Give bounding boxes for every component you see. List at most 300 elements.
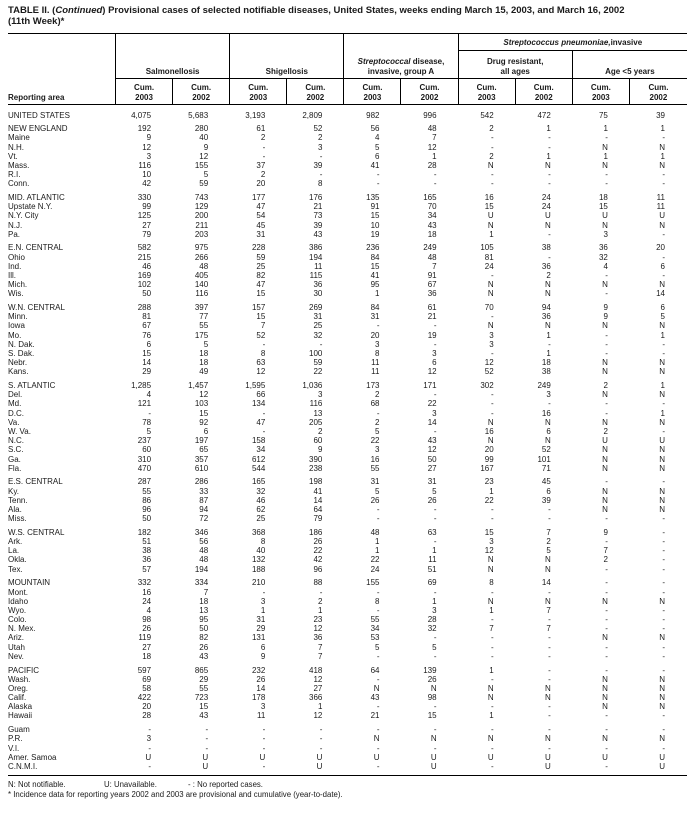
value-cell: - — [662, 271, 665, 280]
reporting-area-cell: Ariz. — [8, 633, 24, 643]
value-cell: N — [659, 463, 665, 473]
value-cell: - — [662, 642, 665, 652]
value-cell: 7 — [432, 261, 437, 271]
value-cell: 14 — [313, 495, 323, 505]
value-cell: 286 — [194, 477, 209, 487]
reporting-area-cell: S.C. — [8, 445, 24, 455]
value-cell: - — [548, 633, 551, 643]
value-cell: N — [602, 495, 608, 505]
value-cell: 21 — [427, 312, 437, 322]
value-cell: 70 — [427, 202, 437, 212]
value-cell: - — [262, 761, 266, 771]
value-cell: - — [662, 399, 665, 409]
value-cell: - — [491, 179, 494, 189]
value-cell: 131 — [251, 633, 266, 643]
value-cell: 50 — [142, 289, 152, 299]
reporting-area-cell: Mont. — [8, 587, 29, 597]
value-cell: 26 — [256, 674, 266, 684]
value-cell: 12 — [199, 390, 209, 400]
value-cell: 87 — [199, 495, 209, 505]
value-cell: - — [433, 537, 437, 547]
value-cell: 19 — [370, 229, 380, 239]
reporting-area-cell: Kans. — [8, 367, 29, 377]
table-row — [8, 349, 687, 358]
value-cell: 40 — [199, 133, 209, 143]
reporting-area-cell: Iowa — [8, 321, 25, 331]
value-cell: 21 — [370, 711, 380, 721]
value-cell: 92 — [199, 417, 209, 427]
value-cell: 10 — [142, 170, 152, 180]
value-cell: 22 — [370, 555, 380, 565]
value-cell: 50 — [427, 454, 437, 464]
value-cell: 14 — [142, 358, 152, 368]
value-cell: 18 — [142, 651, 152, 661]
value-cell: 7 — [603, 546, 608, 556]
value-cell: - — [433, 179, 437, 189]
value-cell: 15 — [370, 211, 380, 221]
reporting-area-cell: PACIFIC — [8, 665, 39, 675]
table-row — [8, 555, 687, 564]
value-cell: 82 — [199, 633, 209, 643]
value-cell: 94 — [541, 303, 551, 313]
value-cell: 366 — [309, 693, 323, 703]
value-cell: 82 — [256, 271, 266, 280]
table-row — [8, 193, 687, 202]
col-header-cum-2003: Cum. 2003 — [573, 79, 630, 104]
table-row — [8, 624, 687, 633]
value-cell: - — [491, 702, 494, 712]
value-cell: 24 — [541, 202, 551, 212]
value-cell: N — [545, 280, 551, 290]
value-cell: 16 — [142, 587, 152, 597]
value-cell: 86 — [142, 495, 152, 505]
value-cell: N — [659, 390, 665, 400]
reporting-area-cell: R.I. — [8, 170, 21, 180]
value-cell: U — [202, 761, 209, 771]
value-cell: 71 — [541, 463, 551, 473]
value-cell: 14 — [656, 289, 665, 299]
value-cell: 3 — [432, 408, 437, 418]
value-cell: 1 — [546, 124, 551, 134]
value-cell: - — [548, 702, 551, 712]
value-cell: - — [376, 514, 380, 524]
value-cell: - — [662, 605, 665, 615]
col-group-salmonellosis: Salmonellosis — [116, 51, 230, 79]
value-cell: N — [545, 436, 551, 446]
value-cell: 12 — [427, 142, 437, 152]
value-cell: 7 — [203, 587, 209, 597]
value-cell: 15 — [484, 527, 494, 537]
value-cell: 1 — [317, 605, 323, 615]
value-cell: N — [602, 142, 608, 152]
value-cell: N — [602, 220, 608, 230]
value-cell: 1 — [375, 289, 380, 299]
reporting-area-cell: Vt. — [8, 151, 18, 161]
value-cell: 11 — [371, 367, 380, 377]
value-cell: - — [662, 229, 665, 239]
table-row — [8, 271, 687, 280]
col-header-cum-2003: Cum. 2003 — [459, 79, 516, 104]
reporting-area-cell: Ga. — [8, 454, 21, 464]
value-cell: - — [491, 142, 494, 152]
value-cell: - — [205, 743, 209, 753]
value-cell: 38 — [142, 546, 152, 556]
value-cell: - — [662, 665, 665, 675]
value-cell: 103 — [194, 399, 209, 409]
value-cell: N — [602, 417, 608, 427]
value-cell: 16 — [370, 454, 380, 464]
table-title-line2: (11th Week)* — [8, 16, 65, 27]
value-cell: 25 — [313, 321, 323, 331]
value-cell: - — [605, 477, 608, 487]
value-cell: 32 — [427, 624, 437, 634]
value-cell: N — [545, 683, 551, 693]
value-cell: N — [545, 160, 551, 170]
value-cell: 37 — [256, 160, 266, 170]
table-section — [8, 111, 687, 120]
value-cell: - — [662, 527, 665, 537]
value-cell: N — [602, 280, 608, 290]
value-cell: 357 — [194, 454, 209, 464]
value-cell: 9 — [603, 303, 608, 313]
reporting-area-cell: Upstate N.Y. — [8, 202, 53, 212]
value-cell: 132 — [251, 555, 266, 565]
value-cell: 346 — [194, 527, 209, 537]
value-cell: 48 — [427, 124, 437, 134]
value-cell: 36 — [313, 280, 323, 290]
value-cell: 7 — [260, 321, 266, 331]
table-row — [8, 399, 687, 408]
value-cell: - — [605, 761, 608, 771]
value-cell: N — [487, 280, 494, 290]
table-row — [8, 289, 687, 298]
value-cell: 19 — [427, 330, 437, 340]
reporting-area-cell: D.C. — [8, 408, 24, 418]
value-cell: - — [376, 321, 380, 331]
table-row — [8, 436, 687, 445]
value-cell: 30 — [313, 289, 323, 299]
value-cell: 98 — [427, 693, 437, 703]
value-cell: - — [433, 321, 437, 331]
header-spacer — [230, 34, 344, 51]
value-cell: 46 — [256, 495, 266, 505]
value-cell: N — [659, 683, 665, 693]
value-cell: - — [262, 734, 266, 744]
value-cell: - — [376, 170, 380, 180]
value-cell: N — [659, 674, 665, 684]
value-cell: 169 — [137, 271, 152, 280]
reporting-area-cell: C.N.M.I. — [8, 761, 38, 771]
value-cell: 32 — [256, 486, 266, 496]
value-cell: 211 — [195, 220, 209, 230]
value-cell: 4,075 — [131, 110, 152, 120]
value-cell: N — [545, 220, 551, 230]
value-cell: - — [376, 702, 380, 712]
value-cell: 2 — [489, 151, 494, 161]
value-cell: - — [605, 624, 608, 634]
value-cell: 45 — [541, 477, 551, 487]
value-cell: N — [659, 596, 665, 606]
reporting-area-cell: Minn. — [8, 312, 28, 322]
table-row — [8, 221, 687, 230]
value-cell: 12 — [313, 711, 323, 721]
value-cell: - — [262, 408, 266, 418]
value-cell: 3 — [489, 339, 494, 349]
value-cell: - — [433, 633, 437, 643]
value-cell: 60 — [313, 436, 323, 446]
value-cell: 155 — [366, 578, 380, 588]
value-cell: 1 — [432, 151, 437, 161]
value-cell: N — [659, 495, 665, 505]
value-cell: - — [605, 289, 608, 299]
footnotes — [8, 780, 687, 800]
value-cell: 330 — [137, 193, 152, 202]
value-cell: 55 — [142, 486, 152, 496]
reporting-area-cell: Colo. — [8, 615, 27, 625]
value-cell: U — [659, 211, 665, 221]
col-group-strep-pneumoniae: Streptococcus pneumoniae, invasive — [459, 34, 687, 51]
value-cell: 1 — [660, 408, 665, 418]
value-cell: 11 — [371, 358, 380, 368]
reporting-area-cell: E.N. CENTRAL — [8, 243, 64, 253]
value-cell: 2 — [489, 124, 494, 134]
reporting-area-cell: Wyo. — [8, 605, 27, 615]
value-cell: 116 — [138, 160, 152, 170]
reporting-area-cell: W.N. CENTRAL — [8, 303, 65, 313]
value-cell: 3 — [260, 596, 266, 606]
reporting-area-cell: MOUNTAIN — [8, 578, 51, 588]
value-cell: 3 — [489, 330, 494, 340]
col-group-shigellosis: Shigellosis — [230, 51, 344, 79]
value-cell: - — [605, 578, 608, 588]
value-cell: 116 — [195, 289, 209, 299]
value-cell: 36 — [142, 555, 152, 565]
value-cell: 57 — [142, 564, 152, 574]
value-cell: 171 — [423, 381, 437, 391]
value-cell: 232 — [251, 665, 266, 675]
value-cell: 228 — [251, 243, 266, 253]
value-cell: - — [376, 651, 380, 661]
table-row — [8, 734, 687, 743]
value-cell: 11 — [656, 193, 665, 202]
value-cell: 3 — [603, 229, 608, 239]
value-cell: - — [605, 133, 608, 143]
value-cell: N — [430, 683, 437, 693]
value-cell: 70 — [484, 303, 494, 313]
table-row — [8, 675, 687, 684]
value-cell: 15 — [256, 289, 266, 299]
value-cell: - — [605, 564, 608, 574]
table-row — [8, 744, 687, 753]
value-cell: - — [605, 587, 608, 597]
reporting-area-cell: N.C. — [8, 436, 24, 446]
value-cell: 16 — [541, 408, 551, 418]
value-cell: 121 — [137, 399, 152, 409]
value-cell: - — [548, 587, 551, 597]
value-cell: - — [605, 271, 608, 280]
value-cell: 34 — [256, 445, 266, 455]
table-row — [8, 652, 687, 661]
value-cell: - — [491, 399, 494, 409]
value-cell: - — [491, 642, 494, 652]
value-cell: N — [487, 693, 494, 703]
value-cell: N — [659, 321, 665, 331]
value-cell: - — [548, 651, 551, 661]
value-cell: 2 — [317, 133, 323, 143]
value-cell: 157 — [251, 303, 266, 313]
table-row — [8, 179, 687, 188]
notifiable-diseases-table — [8, 33, 687, 776]
value-cell: - — [662, 514, 665, 524]
value-cell: - — [548, 514, 551, 524]
value-cell: 22 — [427, 399, 437, 409]
value-cell: 67 — [427, 280, 437, 290]
value-cell: - — [433, 514, 437, 524]
value-cell: 77 — [199, 312, 209, 322]
reporting-area-cell: P.R. — [8, 734, 23, 744]
value-cell: 84 — [370, 303, 380, 313]
value-cell: 39 — [656, 110, 665, 120]
value-cell: N — [602, 454, 608, 464]
value-cell: 3 — [317, 390, 323, 400]
value-cell: N — [487, 596, 494, 606]
value-cell: 597 — [137, 665, 152, 675]
table-section — [8, 578, 687, 661]
table-row — [8, 606, 687, 615]
value-cell: 12 — [256, 367, 266, 377]
value-cell: - — [548, 133, 551, 143]
value-cell: 1 — [317, 702, 323, 712]
value-cell: U — [430, 752, 437, 762]
table-row — [8, 578, 687, 587]
value-cell: - — [548, 674, 551, 684]
reporting-area-cell: W.S. CENTRAL — [8, 527, 65, 537]
value-cell: 3 — [546, 390, 551, 400]
value-cell: - — [148, 408, 152, 418]
value-cell: - — [262, 151, 266, 161]
value-cell: 15 — [598, 202, 608, 212]
value-cell: 69 — [427, 578, 437, 588]
value-cell: 33 — [199, 486, 209, 496]
reporting-area-cell: Mass. — [8, 160, 30, 170]
value-cell: 96 — [142, 505, 152, 514]
value-cell: 64 — [370, 665, 380, 675]
value-cell: N — [602, 367, 608, 377]
value-cell: 165 — [423, 193, 437, 202]
value-cell: 1 — [603, 124, 608, 134]
header-spacer — [344, 34, 458, 51]
value-cell: N — [602, 633, 608, 643]
value-cell: 3 — [375, 445, 380, 455]
value-cell: 55 — [199, 683, 209, 693]
value-cell: N — [545, 417, 551, 427]
value-cell: 1,285 — [131, 381, 152, 391]
value-cell: 96 — [313, 564, 323, 574]
value-cell: 203 — [194, 229, 209, 239]
value-cell: 12 — [484, 358, 494, 368]
value-cell: - — [433, 170, 437, 180]
value-cell: 119 — [138, 633, 152, 643]
value-cell: - — [548, 252, 551, 262]
col-group-strep-group-a: Streptococcal disease, invasive, group A — [344, 51, 458, 79]
value-cell: - — [605, 651, 608, 661]
value-cell: 66 — [256, 390, 266, 400]
value-cell: 238 — [309, 463, 323, 473]
value-cell: 7 — [317, 642, 323, 652]
value-cell: - — [262, 142, 266, 152]
value-cell: 2 — [375, 417, 380, 427]
value-cell: - — [662, 349, 665, 358]
footnote-symbols — [8, 780, 687, 790]
value-cell: 2 — [375, 390, 380, 400]
value-cell: 15 — [370, 261, 380, 271]
value-cell: 49 — [199, 367, 209, 377]
value-cell: U — [545, 752, 551, 762]
value-cell: N — [373, 734, 380, 744]
value-cell: 12 — [313, 624, 323, 634]
table-row — [8, 262, 687, 271]
value-cell: 40 — [256, 546, 266, 556]
value-cell: N — [545, 321, 551, 331]
value-cell: 418 — [309, 665, 323, 675]
value-cell: 6 — [660, 303, 665, 313]
table-row — [8, 211, 687, 220]
value-cell: N — [659, 280, 665, 290]
value-cell: 165 — [251, 477, 266, 487]
value-cell: 8 — [489, 578, 494, 588]
value-cell: 36 — [541, 312, 551, 322]
value-cell: - — [376, 605, 380, 615]
value-cell: 45 — [256, 220, 266, 230]
value-cell: N — [659, 702, 665, 712]
value-cell: 188 — [251, 564, 266, 574]
value-cell: 32 — [598, 252, 608, 262]
value-cell: N — [487, 289, 494, 299]
value-cell: N — [602, 734, 608, 744]
value-cell: 29 — [256, 624, 266, 634]
value-cell: 332 — [137, 578, 152, 588]
value-cell: 4 — [375, 133, 380, 143]
value-cell: 15 — [199, 408, 209, 418]
value-cell: - — [491, 725, 494, 735]
value-cell: 397 — [194, 303, 209, 313]
value-cell: 9 — [317, 445, 323, 455]
value-cell: - — [605, 615, 608, 625]
value-cell: N — [659, 142, 665, 152]
table-row — [8, 565, 687, 574]
value-cell: - — [433, 390, 437, 400]
reporting-area-cell: N. Dak. — [8, 339, 35, 349]
value-cell: - — [605, 711, 608, 721]
value-cell: 95 — [199, 615, 209, 625]
value-cell: N — [487, 321, 494, 331]
value-cell: 22 — [484, 495, 494, 505]
value-cell: 4 — [146, 390, 152, 400]
value-cell: 3 — [260, 702, 266, 712]
value-cell: - — [433, 505, 437, 514]
value-cell: 1 — [489, 605, 494, 615]
value-cell: 63 — [427, 527, 437, 537]
table-row — [8, 303, 687, 312]
value-cell: - — [662, 711, 665, 721]
value-cell: 197 — [194, 436, 209, 446]
value-cell: U — [373, 752, 380, 762]
value-cell: 18 — [598, 193, 608, 202]
value-cell: 3 — [146, 151, 152, 161]
value-cell: 173 — [366, 381, 380, 391]
value-cell: 1 — [546, 151, 551, 161]
value-cell: - — [548, 615, 551, 625]
